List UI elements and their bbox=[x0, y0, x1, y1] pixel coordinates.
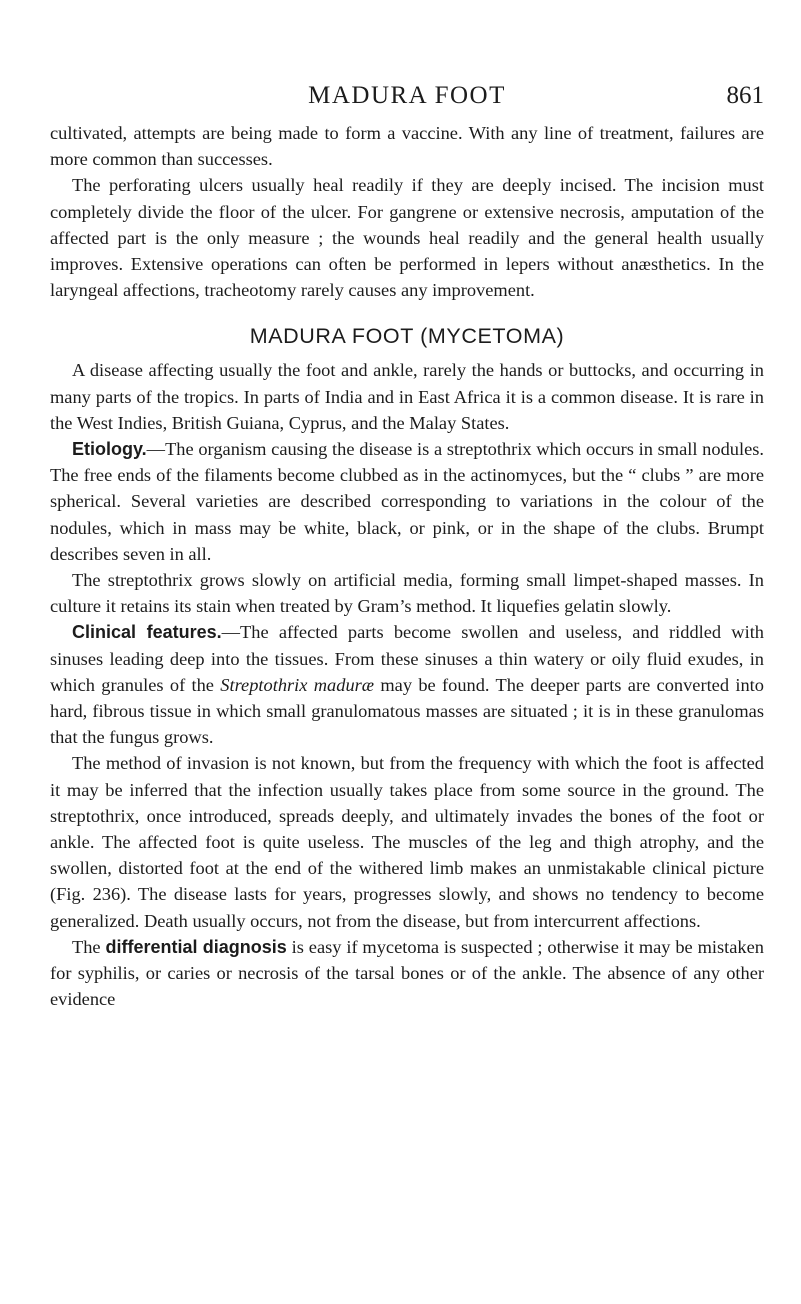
book-page bbox=[50, 82, 764, 1013]
clinical-text-2: may be found. The deeper parts are converted into hard, fibrous tissue in which small granulomatous masses are situated ; it is in these granulomas that the fungus grows. bbox=[50, 674, 764, 748]
continued-paragraph: cultivated, attempts are being made to form a vaccine. With any line of treatment, failures are more common than successes. bbox=[50, 123, 764, 170]
diagnosis-heading: differential diagnosis bbox=[105, 936, 287, 957]
running-title: MADURA FOOT bbox=[308, 82, 506, 109]
diagnosis-paragraph bbox=[50, 934, 764, 1013]
organism-name: Streptothrix maduræ bbox=[220, 674, 375, 695]
running-head bbox=[50, 82, 764, 116]
culture-paragraph: The streptothrix grows slowly on artificial media, forming small limpet-shaped masses. In culture it retains its stain when treated by Gram’s method. It liquefies gelatin slowly. bbox=[50, 570, 764, 617]
clinical-text-1: —The affected parts become swollen and useless, and riddled with sinuses leading deep into the tissues. From these sinuses a thin watery or oily fluid exudes, in which granules of the bbox=[50, 622, 764, 695]
clinical-heading: Clinical features. bbox=[72, 622, 222, 643]
diagnosis-text-2: is easy if mycetoma is suspected ; otherwise it may be mistaken for syphilis, or caries or necrosis of the tarsal bones or of the ankle. The absence of any other evidence bbox=[50, 936, 764, 1010]
page-number: 861 bbox=[726, 82, 764, 109]
etiology-heading: Etiology. bbox=[72, 439, 147, 460]
invasion-paragraph: The method of invasion is not known, but from the frequency with which the foot is affected it may be inferred that the infection usually takes place from some source in the ground. The streptothrix, once introduced, spreads deeply, and ultimately invades the bones of the foot or ankle. The affected foot is quite useless. The muscles of the leg and thigh atrophy, and the swollen, distorted foot at the end of the withered limb makes an unmistakable clinical picture (Fig. 236). The disease lasts for years, progresses slowly, and shows no tendency to become generalized. Death usually occurs, not from the disease, but from intercurrent affections. bbox=[50, 753, 764, 931]
etiology-paragraph bbox=[50, 436, 764, 567]
etiology-text: —The organism causing the disease is a streptothrix which occurs in small nodules. The free ends of the filaments become clubbed as in the actinomyces, but the “ clubs ” are more spherical. Several varieties are described corresponding to variations in the colour of the nodules, which in mass may be white, black, or pink, or in the shape of the clubs. Brumpt describes seven in all. bbox=[50, 439, 764, 564]
clinical-paragraph bbox=[50, 619, 764, 750]
treatment-paragraph: The perforating ulcers usually heal readily if they are deeply incised. The incision must completely divide the floor of the ulcer. For gangrene or extensive necrosis, amputation of the affected part is the only measure ; the wounds heal readily and the general health usually improves. Extensive operations can often be performed in lepers without anæsthetics. In the laryngeal affections, tracheotomy rarely causes any improvement. bbox=[50, 175, 764, 301]
diagnosis-text-1: The bbox=[72, 936, 106, 957]
intro-paragraph: A disease affecting usually the foot and ankle, rarely the hands or buttocks, and occurring in many parts of the tropics. In parts of India and in East Africa it is a common disease. It is rare in the West Indies, British Guiana, Cyprus, and the Malay States. bbox=[50, 360, 764, 433]
section-heading: MADURA FOOT (MYCETOMA) bbox=[249, 324, 565, 349]
